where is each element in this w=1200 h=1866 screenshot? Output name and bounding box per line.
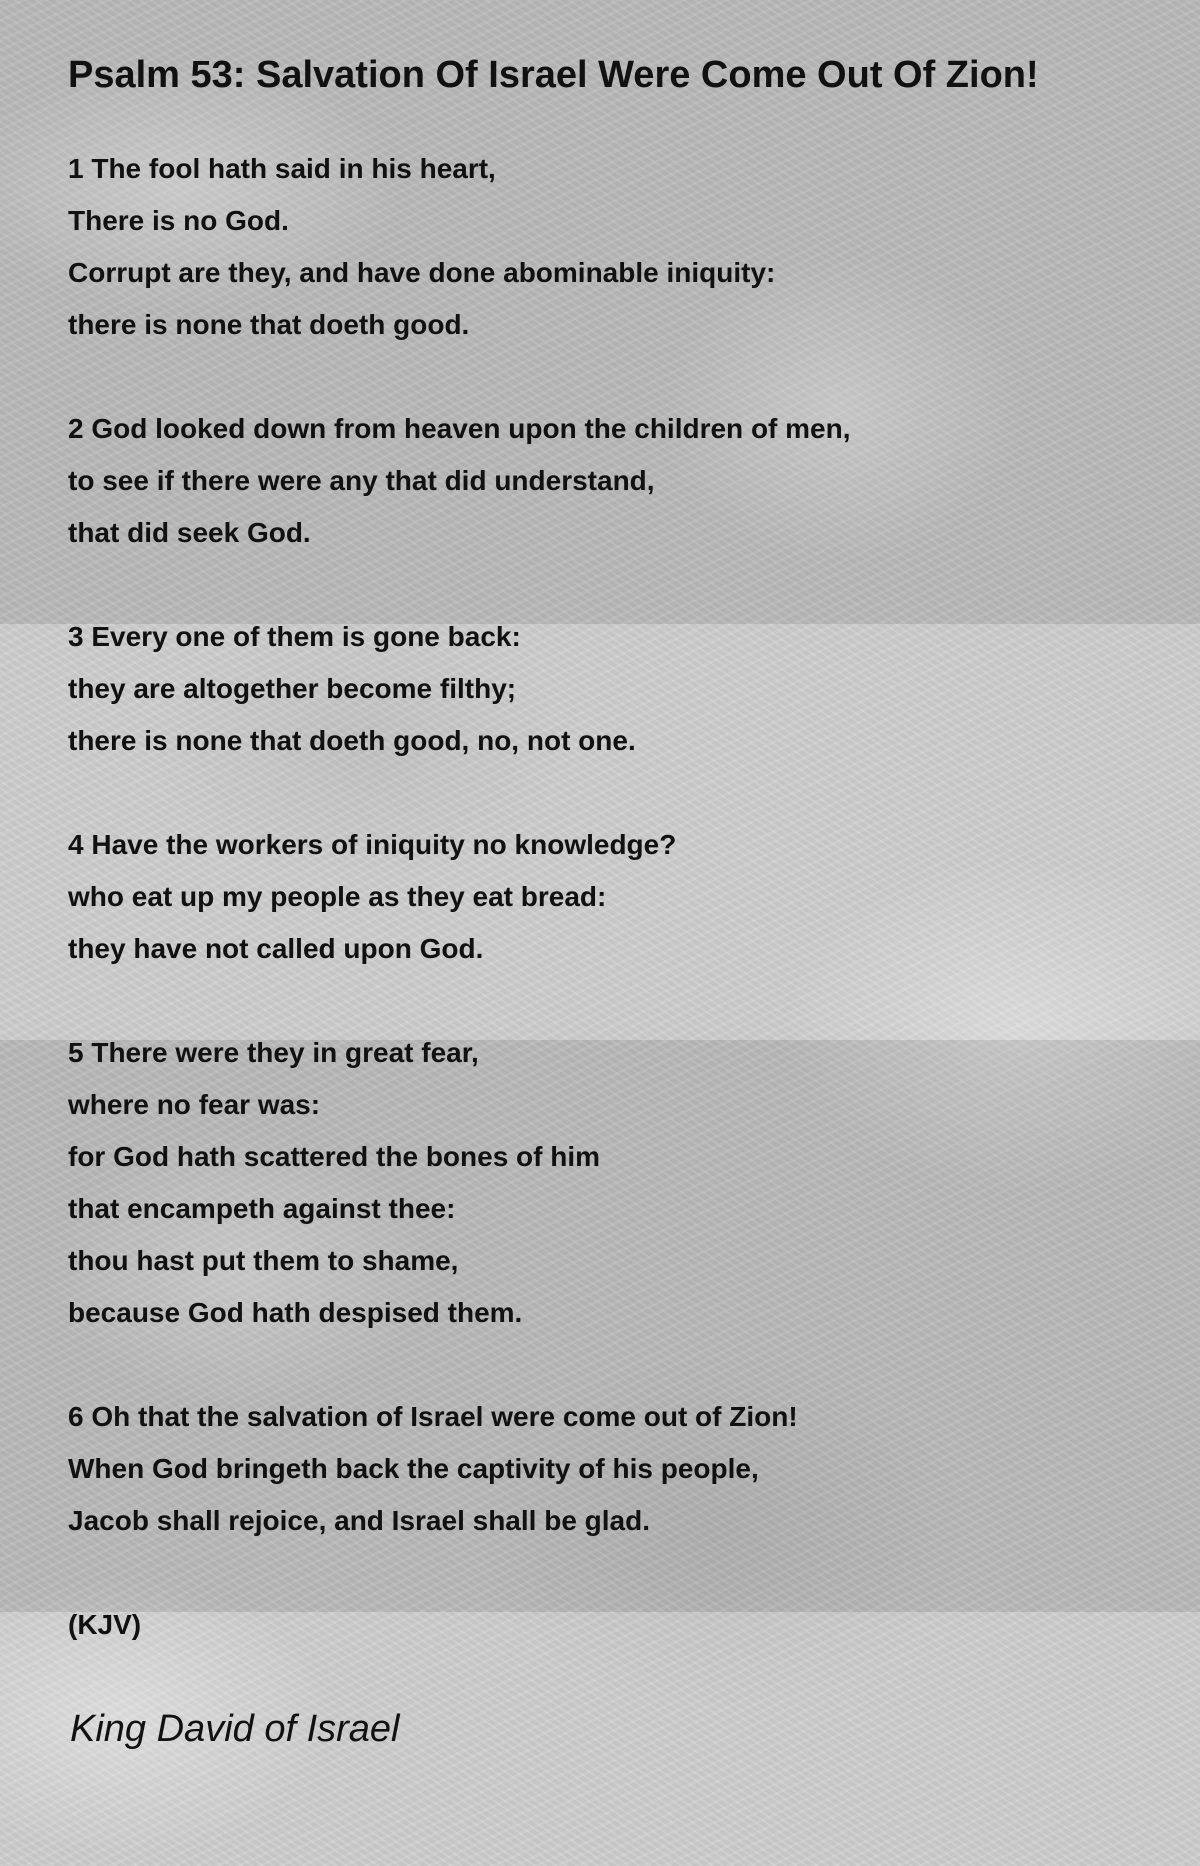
poem-line: 1 The fool hath said in his heart, <box>68 153 496 184</box>
poem-line: for God hath scattered the bones of him <box>68 1141 601 1172</box>
poem-line: because God hath despised them. <box>68 1297 523 1328</box>
poem-line: that did seek God. <box>68 517 311 548</box>
stanza-1 <box>68 143 1128 351</box>
poem-line: they are altogether become filthy; <box>68 673 517 704</box>
stanza-6 <box>68 1391 1128 1547</box>
poem-line: 5 There were they in great fear, <box>68 1037 479 1068</box>
poem-line: 6 Oh that the salvation of Israel were come out of Zion! <box>68 1401 798 1432</box>
poem-line: When God bringeth back the captivity of his people, <box>68 1453 759 1484</box>
translation-source: (KJV) <box>68 1609 142 1640</box>
poem-line: There is no God. <box>68 205 289 236</box>
stanza-3 <box>68 611 1128 767</box>
poem-line: there is none that doeth good, no, not one. <box>68 725 636 756</box>
poem-line: to see if there were any that did understand, <box>68 465 655 496</box>
stanza-2 <box>68 403 1128 559</box>
poem-line: Jacob shall rejoice, and Israel shall be glad. <box>68 1505 651 1536</box>
poem-line: Corrupt are they, and have done abominable iniquity: <box>68 257 776 288</box>
poem-line: that encampeth against thee: <box>68 1193 456 1224</box>
stanza-4 <box>68 819 1128 975</box>
poem-line: there is none that doeth good. <box>68 309 470 340</box>
poem-line: who eat up my people as they eat bread: <box>68 881 607 912</box>
poem-line: 3 Every one of them is gone back: <box>68 621 521 652</box>
poem-line: where no fear was: <box>68 1089 321 1120</box>
poem-line: 2 God looked down from heaven upon the children of men, <box>68 413 851 444</box>
poem-line: thou hast put them to shame, <box>68 1245 459 1276</box>
poem-container <box>68 50 1128 1755</box>
poem-line: 4 Have the workers of iniquity no knowledge? <box>68 829 677 860</box>
poem-title: Psalm 53: Salvation Of Israel Were Come Out Of Zion! <box>68 54 1039 96</box>
stanza-5 <box>68 1027 1128 1339</box>
poem-line: they have not called upon God. <box>68 933 484 964</box>
poem-author: King David of Israel <box>70 1708 400 1750</box>
